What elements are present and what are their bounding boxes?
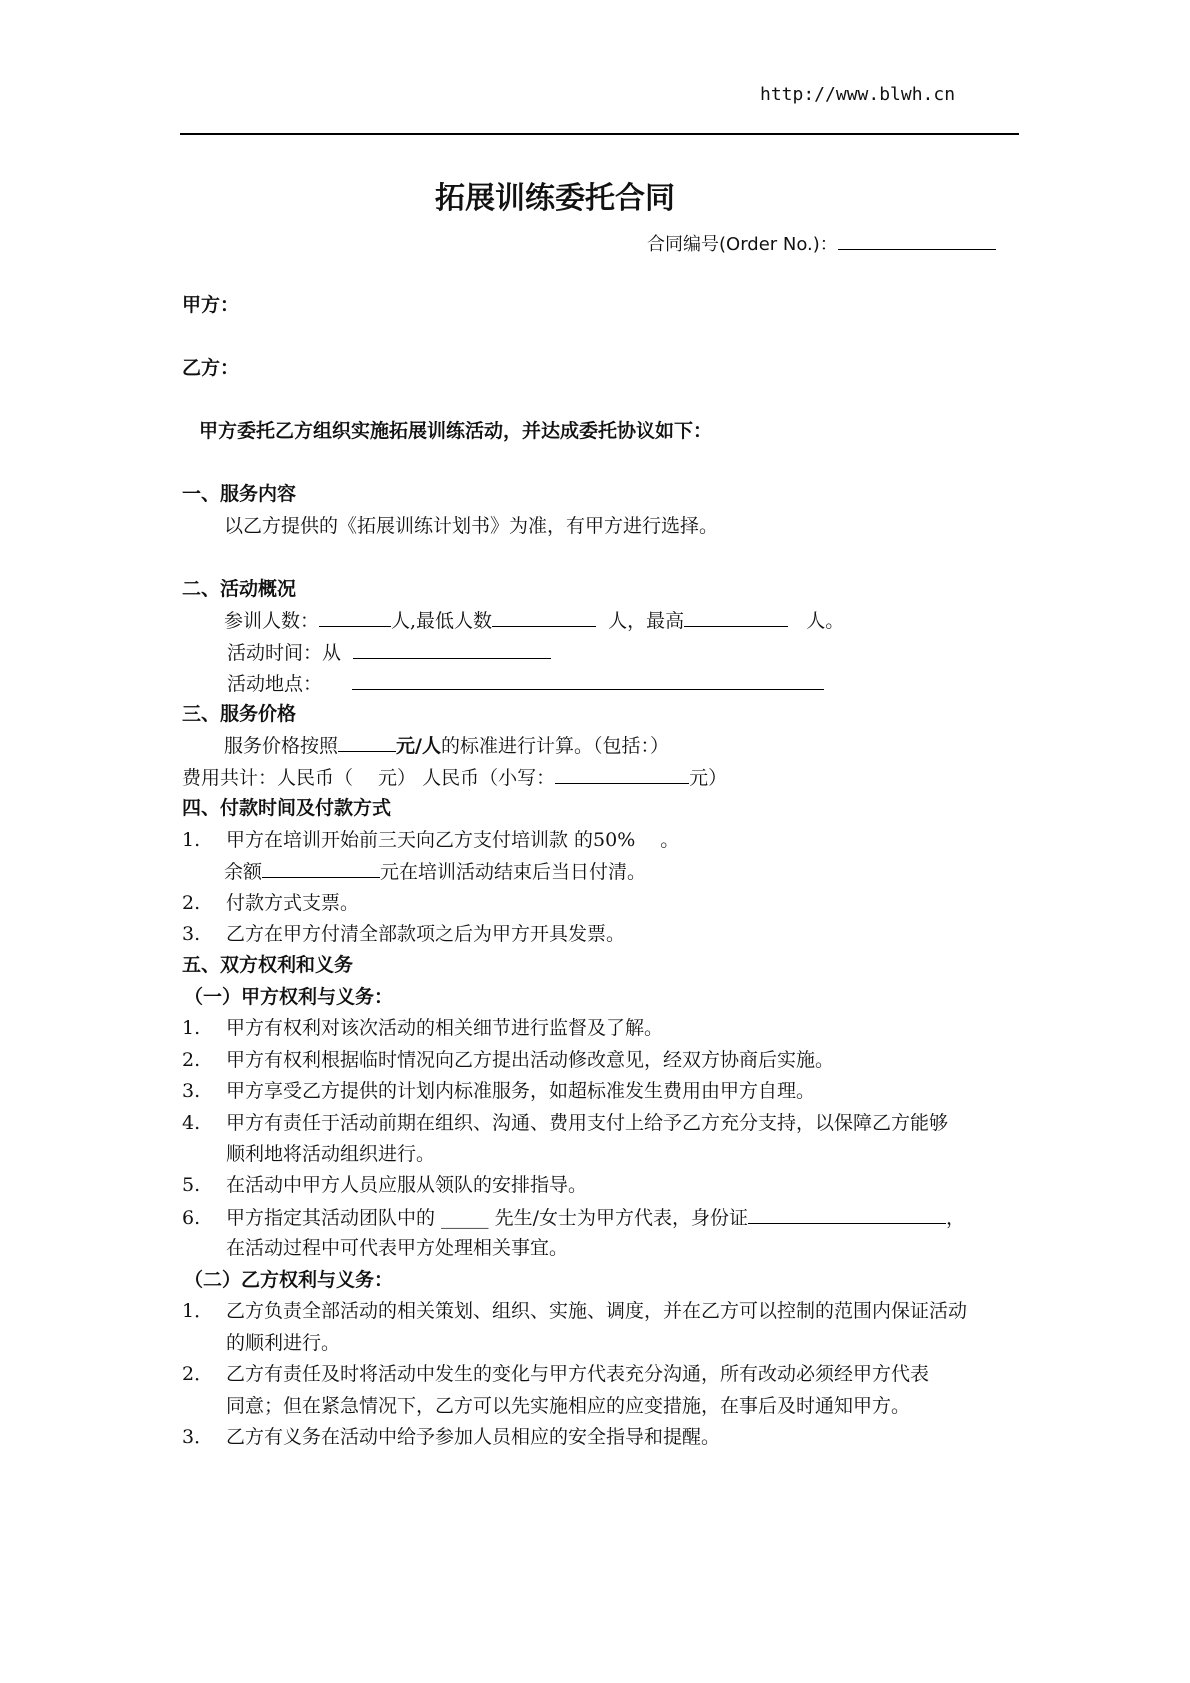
list-text-end: ， <box>945 1207 965 1229</box>
min-participants-blank <box>492 608 596 627</box>
balance-label: 余额 <box>224 861 263 883</box>
total-label: 费用共计：人民币（ 元） 人民币（小写： <box>182 767 556 789</box>
list-text: 乙方有责任及时将活动中发生的变化与甲方代表充分沟通，所有改动必须经甲方代表 <box>226 1363 930 1385</box>
activity-place-row <box>227 671 824 696</box>
list-text: 甲方指定其活动团队中的 _____ 先生/女士为甲方代表，身份证 <box>226 1207 748 1229</box>
intro-text: 甲方委托乙方组织实施拓展训练活动，并达成委托协议如下： <box>199 420 713 442</box>
price-row <box>224 733 669 758</box>
section-4-heading: 四、付款时间及付款方式 <box>182 797 392 819</box>
list-number: 4. <box>182 1112 201 1134</box>
section-1-heading: 一、服务内容 <box>182 483 297 505</box>
party-a-item-6 <box>182 1205 965 1230</box>
price-unit: 元/人 <box>396 735 441 757</box>
activity-time-row <box>227 640 551 665</box>
total-row <box>182 765 727 790</box>
list-text: 甲方有责任于活动前期在组织、沟通、费用支付上给予乙方充分支持，以保障乙方能够 <box>226 1112 949 1134</box>
payment-item-3 <box>182 922 625 946</box>
activity-place-label: 活动地点： <box>227 673 323 695</box>
price-label: 服务价格按照 <box>224 735 339 757</box>
activity-time-blank <box>353 640 551 659</box>
section-1-text: 以乙方提供的《拓展训练计划书》为准，有甲方进行选择。 <box>224 515 719 537</box>
list-number: 3. <box>182 923 201 945</box>
list-text: 的顺利进行。 <box>226 1332 341 1354</box>
participants-blank <box>319 608 391 627</box>
max-participants-label: 人，最高 <box>608 610 685 632</box>
party-a-item-5 <box>182 1173 587 1197</box>
list-text: 付款方式支票。 <box>226 892 360 914</box>
section-3-heading: 三、服务价格 <box>182 703 297 725</box>
list-text: 乙方有义务在活动中给予参加人员相应的安全指导和提醒。 <box>226 1426 721 1448</box>
party-b-item-3 <box>182 1425 720 1449</box>
party-a-item-4 <box>182 1111 948 1135</box>
list-text: 顺利地将活动组织进行。 <box>226 1143 436 1165</box>
price-blank <box>338 733 396 752</box>
party-a-item-4-cont <box>182 1142 435 1166</box>
activity-place-blank <box>352 671 824 690</box>
list-text: 甲方有权利对该次活动的相关细节进行监督及了解。 <box>226 1017 664 1039</box>
list-text: 乙方负责全部活动的相关策划、组织、实施、调度，并在乙方可以控制的范围内保证活动 <box>226 1300 968 1322</box>
header-url: http://www.blwh.cn <box>760 84 956 105</box>
party-a-item-3 <box>182 1079 815 1103</box>
party-b-item-1 <box>182 1299 967 1323</box>
list-number: 2． <box>182 1363 214 1385</box>
order-number-blank <box>838 231 996 250</box>
list-number: 6. <box>182 1207 201 1229</box>
party-b-item-1-cont <box>182 1331 340 1355</box>
list-number: 1． <box>182 1300 214 1322</box>
list-number: 2. <box>182 892 201 914</box>
header-divider <box>180 133 1019 135</box>
party-b-item-2-cont <box>182 1394 910 1418</box>
price-description: 的标准进行计算。（包括：） <box>440 735 669 757</box>
list-text: 甲方在培训开始前三天向乙方支付培训款 的50% 。 <box>226 829 680 851</box>
party-b-label: 乙方： <box>182 357 240 379</box>
section-2-heading: 二、活动概况 <box>182 578 297 600</box>
list-number: 1. <box>182 829 201 851</box>
payment-item-1 <box>182 828 679 852</box>
total-lowercase-blank <box>555 765 689 784</box>
balance-text: 元在培训活动结束后当日付清。 <box>380 861 647 883</box>
party-a-item-6-cont: 在活动过程中可代表甲方处理相关事宜。 <box>226 1237 569 1259</box>
list-text: 甲方有权利根据临时情况向乙方提出活动修改意见，经双方协商后实施。 <box>226 1049 835 1071</box>
section-5-sub-2: （二）乙方权利与义务： <box>184 1269 394 1291</box>
list-number: 3. <box>182 1080 201 1102</box>
section-5-sub-1: （一）甲方权利与义务： <box>184 986 394 1008</box>
party-a-item-1 <box>182 1016 663 1040</box>
section-5-heading: 五、双方权利和义务 <box>182 954 354 976</box>
order-number-label: 合同编号(Order No.)： <box>647 234 838 255</box>
participants-row <box>224 608 844 633</box>
party-a-label: 甲方： <box>182 294 240 316</box>
list-number: 1. <box>182 1017 201 1039</box>
list-text: 在活动中甲方人员应服从领队的安排指导。 <box>226 1174 588 1196</box>
payment-item-2 <box>182 891 359 915</box>
list-text: 同意；但在紧急情况下，乙方可以先实施相应的应变措施，在事后及时通知甲方。 <box>226 1395 911 1417</box>
min-participants-label: 人,最低人数 <box>391 610 493 632</box>
list-text: 甲方享受乙方提供的计划内标准服务，如超标准发生费用由甲方自理。 <box>226 1080 816 1102</box>
list-number: 2. <box>182 1049 201 1071</box>
max-participants-blank <box>684 608 788 627</box>
balance-blank <box>262 859 380 878</box>
list-number: 3． <box>182 1426 214 1448</box>
party-b-item-2 <box>182 1362 929 1386</box>
id-number-blank <box>748 1205 946 1224</box>
order-number-row <box>647 231 996 257</box>
party-a-item-2 <box>182 1048 834 1072</box>
balance-row <box>224 859 646 884</box>
participants-label: 参训人数： <box>224 610 320 632</box>
list-number: 5. <box>182 1174 201 1196</box>
activity-time-label: 活动时间：从 <box>227 642 342 664</box>
participants-end: 人。 <box>806 610 845 632</box>
list-text: 乙方在甲方付清全部款项之后为甲方开具发票。 <box>226 923 626 945</box>
document-title: 拓展训练委托合同 <box>435 181 675 216</box>
total-end: 元） <box>689 767 728 789</box>
